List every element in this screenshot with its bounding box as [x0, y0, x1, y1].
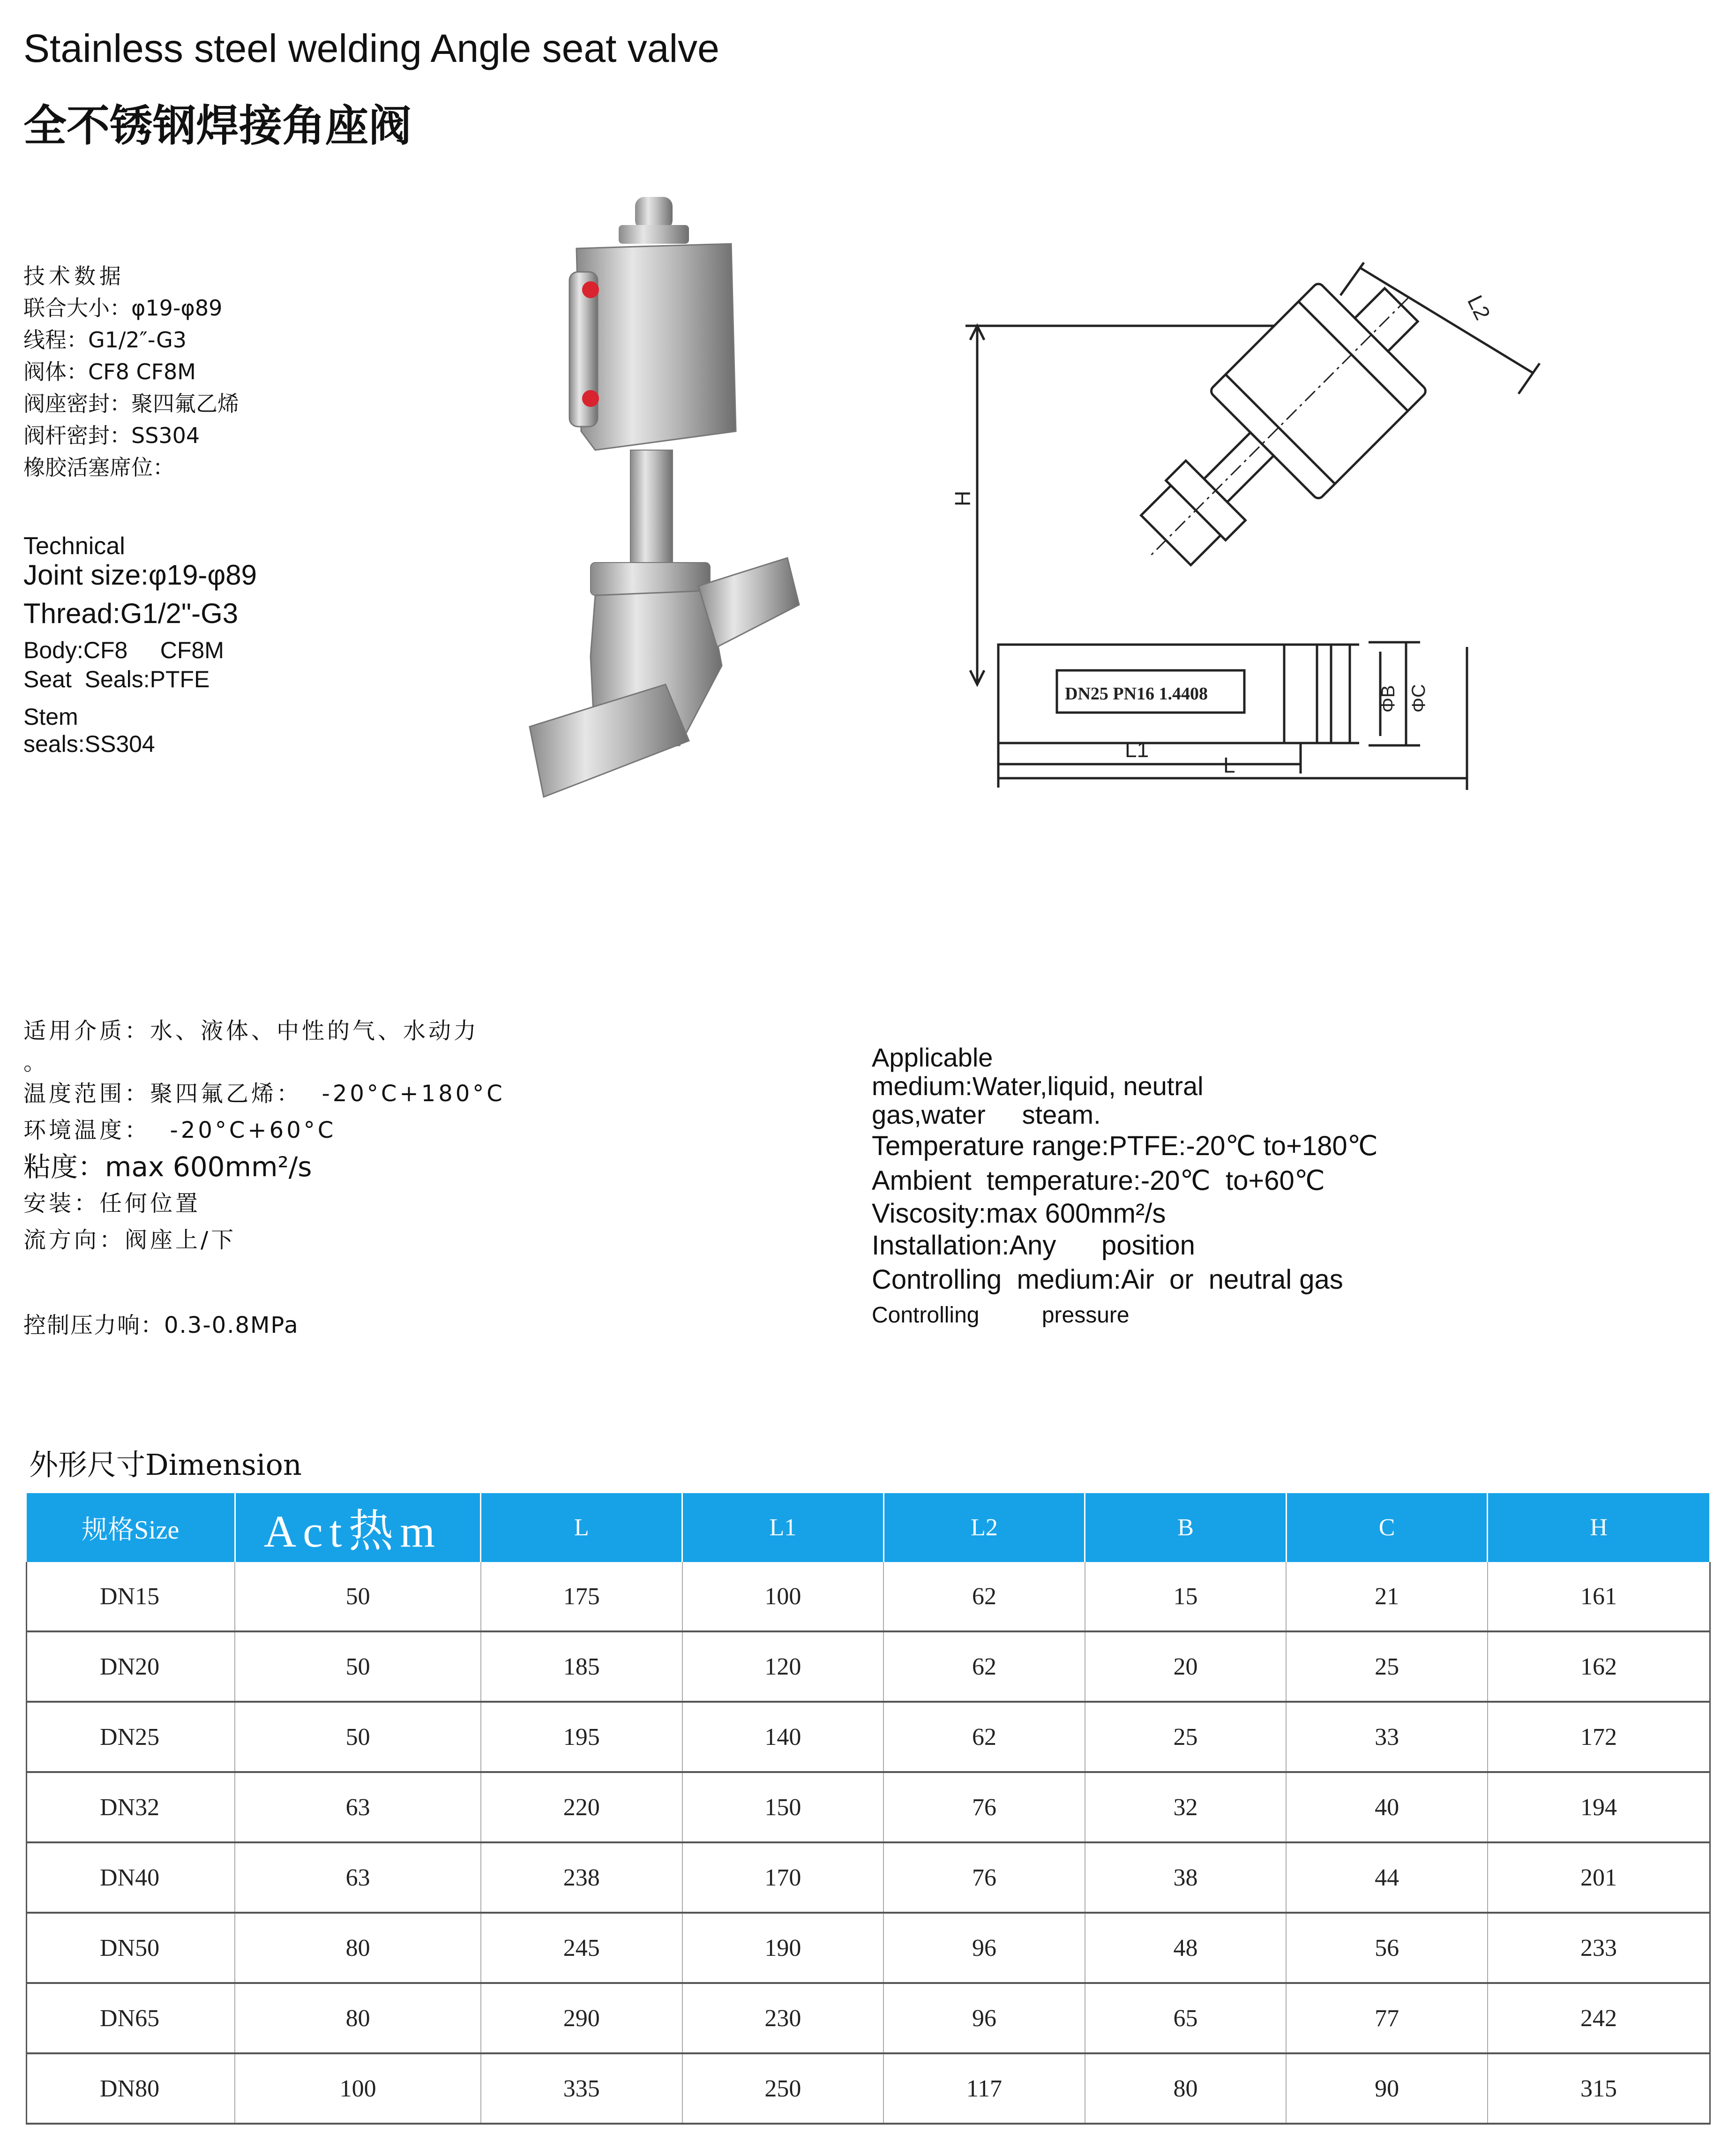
cell-l1: 140 [682, 1702, 884, 1772]
cell-l: 238 [481, 1842, 682, 1913]
cell-l2: 96 [883, 1913, 1085, 1983]
table-row [27, 2053, 1710, 2124]
cell-size: DN40 [27, 1842, 235, 1913]
dim-c-label: ΦC [1408, 684, 1429, 713]
cell-c: 77 [1286, 1983, 1488, 2053]
cell-l2: 62 [883, 1702, 1085, 1772]
cell-l: 185 [481, 1631, 682, 1702]
cell-c: 40 [1286, 1772, 1488, 1842]
cell-size: DN65 [27, 1983, 235, 2053]
cell-act: 63 [235, 1842, 481, 1913]
cell-act: 100 [235, 2053, 481, 2124]
cell-h: 194 [1488, 1772, 1710, 1842]
header-c: C [1286, 1493, 1488, 1562]
dim-l2-label: L2 [1463, 291, 1496, 324]
medium-cn-cont: 。 [23, 1049, 49, 1075]
joint-size-cn: 联合大小：φ19-φ89 [23, 295, 223, 321]
cell-l1: 190 [682, 1913, 884, 1983]
control-pressure-en: Controlling pressure [872, 1303, 1130, 1328]
viscosity-cn: 粘度：max 600mm²/s [23, 1151, 312, 1183]
cell-act: 63 [235, 1772, 481, 1842]
valve-dimension-drawing [950, 244, 1556, 806]
cell-l1: 230 [682, 1983, 884, 2053]
header-b: B [1085, 1493, 1287, 1562]
table-row [27, 1562, 1710, 1631]
table-row [27, 1772, 1710, 1842]
header-h: H [1488, 1493, 1710, 1562]
page-title-cn: 全不锈钢焊接角座阀 [23, 101, 412, 151]
cell-size: DN20 [27, 1631, 235, 1702]
cell-size: DN32 [27, 1772, 235, 1842]
cell-l1: 170 [682, 1842, 884, 1913]
dim-l1-label: L1 [1125, 737, 1149, 762]
dimension-title: 外形尺寸Dimension [29, 1448, 302, 1482]
cell-c: 56 [1286, 1913, 1488, 1983]
tech-heading-cn: 技术数据 [23, 263, 125, 289]
table-row [27, 1983, 1710, 2053]
cell-h: 172 [1488, 1702, 1710, 1772]
cell-l: 175 [481, 1562, 682, 1631]
cell-size: DN80 [27, 2053, 235, 2124]
seat-seal-cn: 阀座密封：聚四氟乙烯 [23, 391, 239, 416]
cell-l2: 76 [883, 1772, 1085, 1842]
cell-act: 50 [235, 1562, 481, 1631]
header-l: L [481, 1493, 682, 1562]
cell-l: 290 [481, 1983, 682, 2053]
cell-l2: 96 [883, 1983, 1085, 2053]
install-en: Installation:Any position [872, 1230, 1195, 1261]
joint-size-en: Joint size:φ19-φ89 [23, 559, 257, 591]
cell-l1: 250 [682, 2053, 884, 2124]
application-cn [23, 1013, 505, 1344]
dimension-table [26, 1493, 1711, 2125]
cell-c: 33 [1286, 1702, 1488, 1772]
app-line2-en: medium:Water,liquid, neutral [872, 1071, 1204, 1101]
control-medium-en: Controlling medium:Air or neutral gas [872, 1264, 1343, 1295]
cell-size: DN50 [27, 1913, 235, 1983]
table-row [27, 1842, 1710, 1913]
table-row [27, 1913, 1710, 1983]
cell-c: 25 [1286, 1631, 1488, 1702]
cell-act: 50 [235, 1631, 481, 1702]
stem-en-1: Stem [23, 704, 78, 730]
header-size: 规格Size [27, 1493, 235, 1562]
cell-b: 32 [1085, 1772, 1287, 1842]
temp-range-en: Temperature range:PTFE:-20℃ to+180℃ [872, 1131, 1378, 1161]
cell-size: DN15 [27, 1562, 235, 1631]
cell-l1: 100 [682, 1562, 884, 1631]
piston-seat-cn: 橡胶活塞席位： [23, 455, 174, 480]
cell-h: 315 [1488, 2053, 1710, 2124]
cell-l1: 150 [682, 1772, 884, 1842]
cell-b: 80 [1085, 2053, 1287, 2124]
ambient-en: Ambient temperature:-20℃ to+60℃ [872, 1165, 1325, 1196]
cell-h: 233 [1488, 1913, 1710, 1983]
cell-l2: 62 [883, 1631, 1085, 1702]
cell-l: 335 [481, 2053, 682, 2124]
dim-b-label: ΦB [1378, 685, 1399, 713]
cell-act: 80 [235, 1983, 481, 2053]
dim-l-label: L [1223, 753, 1235, 777]
ambient-cn: 环境温度： -20°C+60°C [23, 1117, 337, 1143]
header-l1: L1 [682, 1493, 884, 1562]
cell-b: 48 [1085, 1913, 1287, 1983]
cell-b: 20 [1085, 1631, 1287, 1702]
stem-en-2: seals:SS304 [23, 731, 155, 757]
cell-c: 44 [1286, 1842, 1488, 1913]
thread-cn: 线程：G1/2″-G3 [23, 327, 187, 353]
cell-l2: 62 [883, 1562, 1085, 1631]
stem-seal-cn: 阀杆密封：SS304 [23, 423, 200, 448]
pressure-cn: 控制压力响：0.3-0.8MPa [23, 1312, 299, 1338]
tech-heading-en: Technical [23, 533, 125, 560]
cell-l2: 117 [883, 2053, 1085, 2124]
cell-h: 161 [1488, 1562, 1710, 1631]
table-header-row [27, 1493, 1710, 1562]
cell-act: 50 [235, 1702, 481, 1772]
application-en [872, 1043, 1378, 1334]
tech-data-cn [23, 260, 239, 483]
cell-l2: 76 [883, 1842, 1085, 1913]
cell-l: 220 [481, 1772, 682, 1842]
body-en: Body:CF8 CF8M [23, 637, 224, 663]
cell-h: 201 [1488, 1842, 1710, 1913]
tech-data-en [23, 534, 257, 758]
cell-b: 38 [1085, 1842, 1287, 1913]
thread-en: Thread:G1/2"-G3 [23, 598, 239, 629]
temp-range-cn: 温度范围：聚四氟乙烯： -20°C+180°C [23, 1081, 505, 1107]
header-act: Act热m [235, 1493, 481, 1562]
cell-c: 90 [1286, 2053, 1488, 2124]
cell-b: 25 [1085, 1702, 1287, 1772]
body-plate-label: DN25 PN16 1.4408 [1065, 684, 1208, 704]
medium-cn: 适用介质：水、液体、中性的气、水动力 [23, 1018, 479, 1044]
header-l2: L2 [883, 1493, 1085, 1562]
app-line3-en: gas,water steam. [872, 1100, 1101, 1129]
flow-cn: 流方向：阀座上/下 [23, 1227, 237, 1253]
cell-b: 15 [1085, 1562, 1287, 1631]
body-cn: 阀体：CF8 CF8M [23, 359, 196, 384]
cell-h: 162 [1488, 1631, 1710, 1702]
page-title-en: Stainless steel welding Angle seat valve [23, 26, 719, 70]
cell-c: 21 [1286, 1562, 1488, 1631]
table-row [27, 1631, 1710, 1702]
seat-seals-en: Seat Seals:PTFE [23, 666, 210, 692]
cell-l1: 120 [682, 1631, 884, 1702]
viscosity-en: Viscosity:max 600mm²/s [872, 1198, 1166, 1229]
cell-b: 65 [1085, 1983, 1287, 2053]
table-row [27, 1702, 1710, 1772]
cell-l: 245 [481, 1913, 682, 1983]
cell-size: DN25 [27, 1702, 235, 1772]
dim-h-label: H [950, 490, 975, 506]
cell-l: 195 [481, 1702, 682, 1772]
valve-photo [525, 188, 806, 802]
cell-act: 80 [235, 1913, 481, 1983]
install-cn: 安装：任何位置 [23, 1190, 201, 1217]
cell-h: 242 [1488, 1983, 1710, 2053]
app-line1-en: Applicable [872, 1043, 993, 1072]
